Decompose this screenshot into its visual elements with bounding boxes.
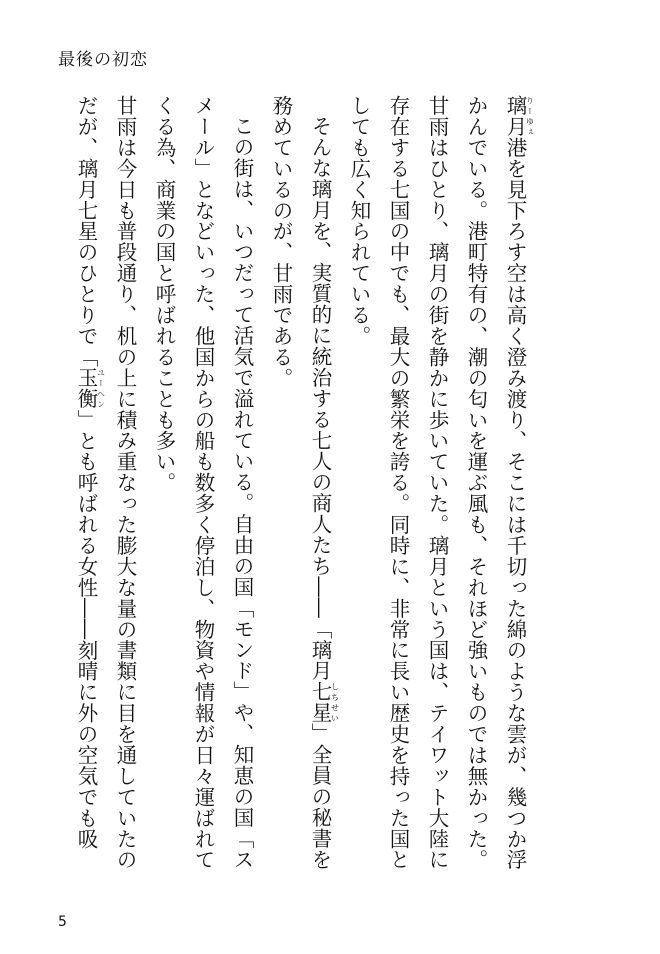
ruby-annotated-word: 玉衡ユーヘン <box>74 367 106 410</box>
vertical-text-body <box>74 95 535 890</box>
page-header-title: 最後の初恋 <box>58 50 148 70</box>
body-paragraph <box>144 95 261 890</box>
body-text: 」とも呼ばれる女性――刻晴に外の空気でも吸 <box>74 409 98 850</box>
body-text: 」全員の秘書を務めているのが、甘雨である。 <box>269 95 332 870</box>
ruby-reading: ユーヘン <box>96 367 106 410</box>
ruby-reading: りーゆぇ <box>525 95 535 137</box>
body-text: 甘雨はひとり、璃月の街を静かに歩いていた。璃月という国は、テイワット大陸に存在する七国の中でも、最大の繁栄を誇る。同時に、非常に長い歴史を持った国としても広く知られている。 <box>347 95 449 871</box>
body-text: そんな璃月を、実質的に統治する七人の商人たち――「璃月 <box>308 115 332 682</box>
paragraph-indent <box>222 95 261 116</box>
body-text: 港を見下ろす空は高く澄み渡り、そこには千切った綿のような雲が、幾つか浮かんでいる。港町特有の、潮の匂いを運ぶ風も、それほど強いものでは無かった。 <box>464 95 527 871</box>
body-paragraph <box>339 95 456 890</box>
ruby-reading: しちせい <box>330 681 340 724</box>
page-number: 5 <box>58 914 67 930</box>
body-paragraph <box>261 95 339 890</box>
ruby-annotated-word: 璃月りーゆぇ <box>503 95 535 137</box>
body-paragraph <box>66 95 144 890</box>
body-text: この街は、いつだって活気で溢れている。自由の国「モンド」や、知恵の国「スメール」となどいった、他国からの船も数多く停泊し、物資や情報が日々運ばれてくる為、商業の国と呼ばれることも多い。 <box>152 95 254 871</box>
ruby-annotated-word: 七星しちせい <box>308 681 340 724</box>
body-text: 甘雨は今日も普段通り、机の上に積み重なった膨大な量の書類に目を通していたのだが、璃月七星のひとりで「 <box>74 95 137 871</box>
paragraph-indent <box>300 95 339 116</box>
body-paragraph <box>456 95 534 890</box>
